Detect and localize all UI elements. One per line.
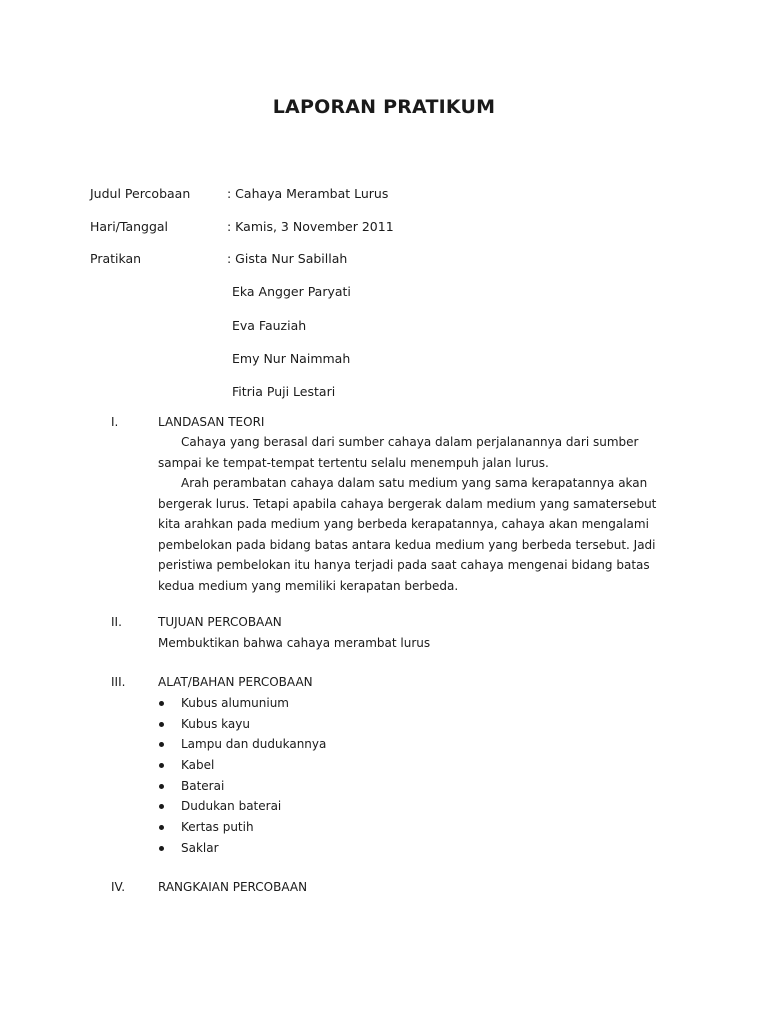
bullet-icon bbox=[159, 784, 164, 789]
document-title: LAPORAN PRATIKUM bbox=[272, 96, 496, 118]
meta-value-hari: : Kamis, 3 November 2011 bbox=[227, 219, 394, 234]
meta-value-pratikan: : Gista Nur Sabillah bbox=[227, 251, 348, 266]
list-item-label: Saklar bbox=[181, 840, 219, 855]
bullet-icon bbox=[159, 804, 164, 809]
paragraph: Cahaya yang berasal dari sumber cahaya dalam perjalanannya dari sumber sampai ke tempat-tempat tertentu selalu menempuh jalan lurus. bbox=[158, 435, 639, 470]
bullet-icon bbox=[159, 846, 164, 851]
pratikan-name: Eka Angger Paryati bbox=[232, 284, 351, 299]
list-item-label: Kertas putih bbox=[181, 820, 254, 835]
list-item-label: Dudukan baterai bbox=[181, 799, 282, 814]
bullet-icon bbox=[159, 825, 164, 830]
list-item bbox=[158, 838, 326, 859]
meta-value-judul: : Cahaya Merambat Lurus bbox=[227, 186, 389, 201]
pratikan-name: Eva Fauziah bbox=[232, 318, 307, 333]
list-item-label: Kubus alumunium bbox=[181, 696, 289, 710]
list-item bbox=[158, 714, 326, 735]
section-number: II. bbox=[111, 615, 122, 629]
list-item-label: Baterai bbox=[181, 778, 225, 793]
list-item bbox=[158, 755, 326, 776]
list-item-label: Kabel bbox=[181, 758, 215, 773]
list-item-label: Kubus kayu bbox=[181, 716, 250, 731]
pratikan-name: Fitria Puji Lestari bbox=[232, 384, 336, 399]
bullet-icon bbox=[159, 763, 164, 768]
list-item bbox=[158, 776, 326, 797]
section-heading: LANDASAN TEORI bbox=[158, 415, 265, 429]
bullet-icon bbox=[159, 742, 164, 747]
meta-label-hari: Hari/Tanggal bbox=[90, 219, 169, 234]
section-number: III. bbox=[111, 675, 126, 689]
list-item bbox=[158, 693, 326, 714]
list-item bbox=[158, 817, 326, 838]
meta-label-judul: Judul Percobaan bbox=[90, 186, 191, 201]
paragraph: Arah perambatan cahaya dalam satu medium yang sama kerapatannya akan bergerak lurus. Tetapi apabila cahaya bergerak dalam medium yang samatersebut kita arahkan pada medium yang berbeda kerapatannya, cahaya akan mengalami pembelokan pada bidang batas antara kedua medium yang berbeda tersebut. Jadi peristiwa pembelokan itu hanya terjadi pada saat cahaya mengenai bidang batas kedua medium yang memiliki kerapatan berbeda. bbox=[158, 476, 657, 593]
materials-list bbox=[158, 693, 326, 859]
bullet-icon bbox=[159, 701, 164, 706]
list-item-label: Lampu dan dudukannya bbox=[181, 737, 327, 752]
list-item bbox=[158, 796, 326, 817]
list-item bbox=[158, 734, 326, 755]
bullet-icon bbox=[159, 722, 164, 727]
section-text: Membuktikan bahwa cahaya merambat lurus bbox=[158, 636, 431, 650]
section-heading: RANGKAIAN PERCOBAAN bbox=[158, 880, 308, 894]
pratikan-name: Emy Nur Naimmah bbox=[232, 351, 351, 366]
meta-label-pratikan: Pratikan bbox=[90, 251, 142, 266]
section-heading: TUJUAN PERCOBAAN bbox=[158, 615, 282, 629]
section-number: I. bbox=[111, 415, 119, 429]
section-heading: ALAT/BAHAN PERCOBAAN bbox=[158, 675, 313, 689]
section-number: IV. bbox=[111, 880, 126, 894]
